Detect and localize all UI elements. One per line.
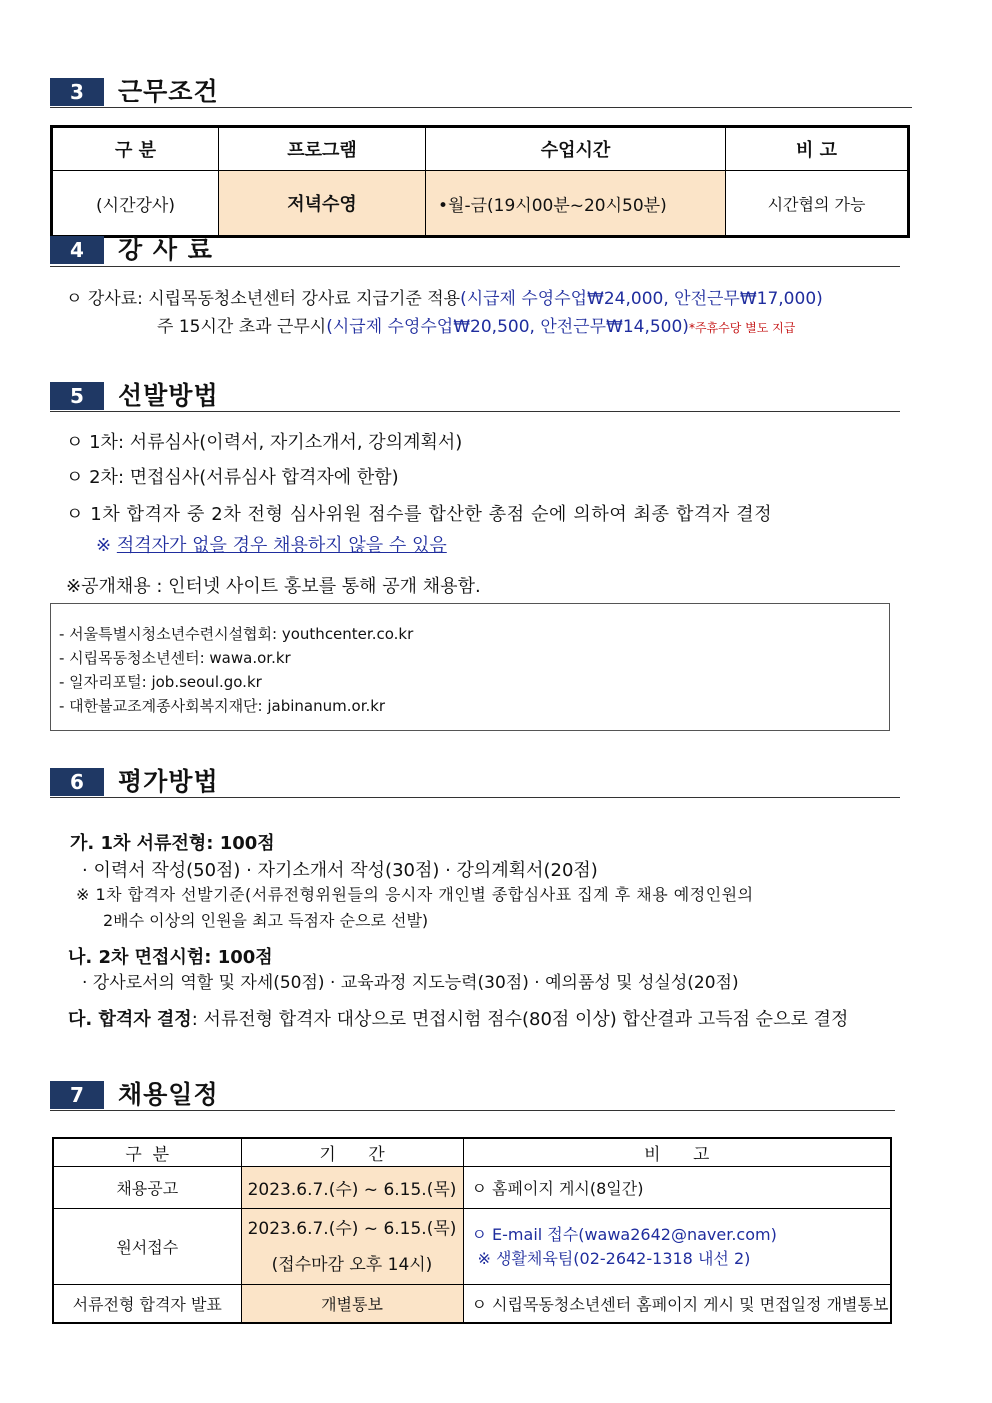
eval-na-title: 나. 2차 면접시험: 100점 <box>68 947 273 968</box>
fee-rate: (시급제 수영수업₩20,500, 안전근무₩14,500) <box>326 317 689 337</box>
schedule-period: 2023.6.7.(수) ~ 6.15.(목) <box>247 1218 457 1239</box>
eval-da-text: : 서류전형 합격자 대상으로 면접시험 점수(80점 이상) 합산결과 고득점 순으로 결정 <box>191 1009 849 1030</box>
section-5-header <box>50 382 219 410</box>
table-row <box>53 1285 891 1323</box>
table-header-row <box>53 1138 891 1167</box>
header-cell: 구 분 <box>52 127 219 171</box>
section-6-header <box>50 768 219 796</box>
list-item: ㅇ 1차 합격자 중 2차 전형 심사위원 점수를 합산한 총점 순에 의하여 최종 합격자 결정 <box>66 504 773 525</box>
section-number: 6 <box>50 768 104 796</box>
eval-ga-title: 가. 1차 서류전형: 100점 <box>70 833 275 854</box>
header-cell: 수업시간 <box>426 127 726 171</box>
header-cell: 구 분 <box>53 1138 241 1167</box>
section-divider <box>50 266 900 267</box>
section-title: 채용일정 <box>118 1080 219 1109</box>
schedule-label: 서류전형 합격자 발표 <box>53 1285 241 1323</box>
site-item: - 일자리포털: job.seoul.go.kr <box>59 673 262 691</box>
time-cell: •월-금(19시00분~20시50분) <box>426 171 726 237</box>
schedule-note-cell <box>463 1209 891 1285</box>
list-item: ㅇ 1차: 서류심사(이력서, 자기소개서, 강의계획서) <box>66 432 463 453</box>
section-title: 강 사 료 <box>118 235 213 264</box>
section-number: 4 <box>50 236 104 264</box>
section-number: 3 <box>50 78 104 106</box>
section-3-header <box>50 78 219 106</box>
type-cell: (시간강사) <box>52 171 219 237</box>
eval-da-title: 다. 합격자 결정 <box>68 1009 192 1030</box>
schedule-contact: ※ 생활체육팀(02-2642-1318 내선 2) <box>477 1248 751 1268</box>
section-divider <box>50 797 900 798</box>
section-number: 7 <box>50 1081 104 1109</box>
note-mark: ※ <box>96 535 112 556</box>
fee-line-2 <box>157 312 795 337</box>
schedule-note: ㅇ 홈페이지 게시(8일간) <box>463 1167 891 1209</box>
schedule-period-cell <box>241 1209 463 1285</box>
section-7-header <box>50 1081 219 1109</box>
schedule-label: 채용공고 <box>53 1167 241 1209</box>
program-cell: 저녁수영 <box>219 171 426 237</box>
site-item: - 대한불교조계종사회복지재단: jabinanum.or.kr <box>59 697 386 715</box>
schedule-note: ㅇ E-mail 접수(wawa2642@naver.com) <box>471 1224 777 1244</box>
header-cell: 비 고 <box>726 127 909 171</box>
list-item: ㅇ 2차: 면접심사(서류심사 합격자에 한함) <box>66 467 399 488</box>
note-text: 적격자가 없을 경우 채용하지 않을 수 있음 <box>116 535 447 556</box>
fee-rate: (시급제 수영수업₩24,000, 안전근무₩17,000) <box>460 289 823 309</box>
schedule-period: 2023.6.7.(수) ~ 6.15.(목) <box>241 1167 463 1209</box>
eval-ga-note: ※ 1차 합격자 선발기준(서류전형위원들의 응시자 개인별 종합심사표 집계 후 채용 예정인원의 <box>76 885 754 904</box>
section-divider <box>50 411 900 412</box>
section-number: 5 <box>50 382 104 410</box>
work-conditions-table <box>50 125 910 238</box>
fee-line-1 <box>66 284 823 309</box>
note-cell: 시간협의 가능 <box>726 171 909 237</box>
eval-ga-item: · 이력서 작성(50점) · 자기소개서 작성(30점) · 강의계획서(20점) <box>82 860 598 881</box>
note-line <box>96 531 447 557</box>
fee-text: 강사료: 시립목동청소년센터 강사료 지급기준 적용 <box>87 289 461 309</box>
section-title: 평가방법 <box>118 767 219 796</box>
section-title: 선발방법 <box>118 381 219 410</box>
table-row <box>53 1167 891 1209</box>
header-cell: 비 고 <box>463 1138 891 1167</box>
bullet: ㅇ <box>66 289 83 309</box>
table-header-row <box>52 127 909 171</box>
schedule-label: 원서접수 <box>53 1209 241 1285</box>
schedule-period: 개별통보 <box>241 1285 463 1323</box>
schedule-table <box>52 1137 892 1324</box>
table-row <box>53 1209 891 1285</box>
section-divider <box>50 1110 895 1111</box>
sites-box <box>50 603 890 731</box>
site-item: - 시립목동청소년센터: wawa.or.kr <box>59 649 291 667</box>
header-cell: 기 간 <box>241 1138 463 1167</box>
schedule-deadline: (접수마감 오후 14시) <box>271 1254 433 1275</box>
section-4-header <box>50 236 213 264</box>
fee-note: *주휴수당 별도 지급 <box>688 321 796 335</box>
fee-text: 주 15시간 초과 근무시 <box>157 317 327 337</box>
section-divider <box>50 107 912 108</box>
eval-da <box>68 1005 848 1031</box>
schedule-note: ㅇ 시립목동청소년센터 홈페이지 게시 및 면접일정 개별통보 <box>463 1285 891 1323</box>
eval-ga-note: 2배수 이상의 인원을 최고 득점자 순으로 선발) <box>103 911 429 930</box>
table-row <box>52 171 909 237</box>
site-item: - 서울특별시청소년수련시설협회: youthcenter.co.kr <box>59 625 414 643</box>
section-title: 근무조건 <box>118 77 219 106</box>
public-notice: ※공개채용 : 인터넷 사이트 홍보를 통해 공개 채용함. <box>66 576 481 597</box>
header-cell: 프로그램 <box>219 127 426 171</box>
eval-na-item: · 강사로서의 역할 및 자세(50점) · 교육과정 지도능력(30점) · 예의품성 및 성실성(20점) <box>82 973 739 993</box>
